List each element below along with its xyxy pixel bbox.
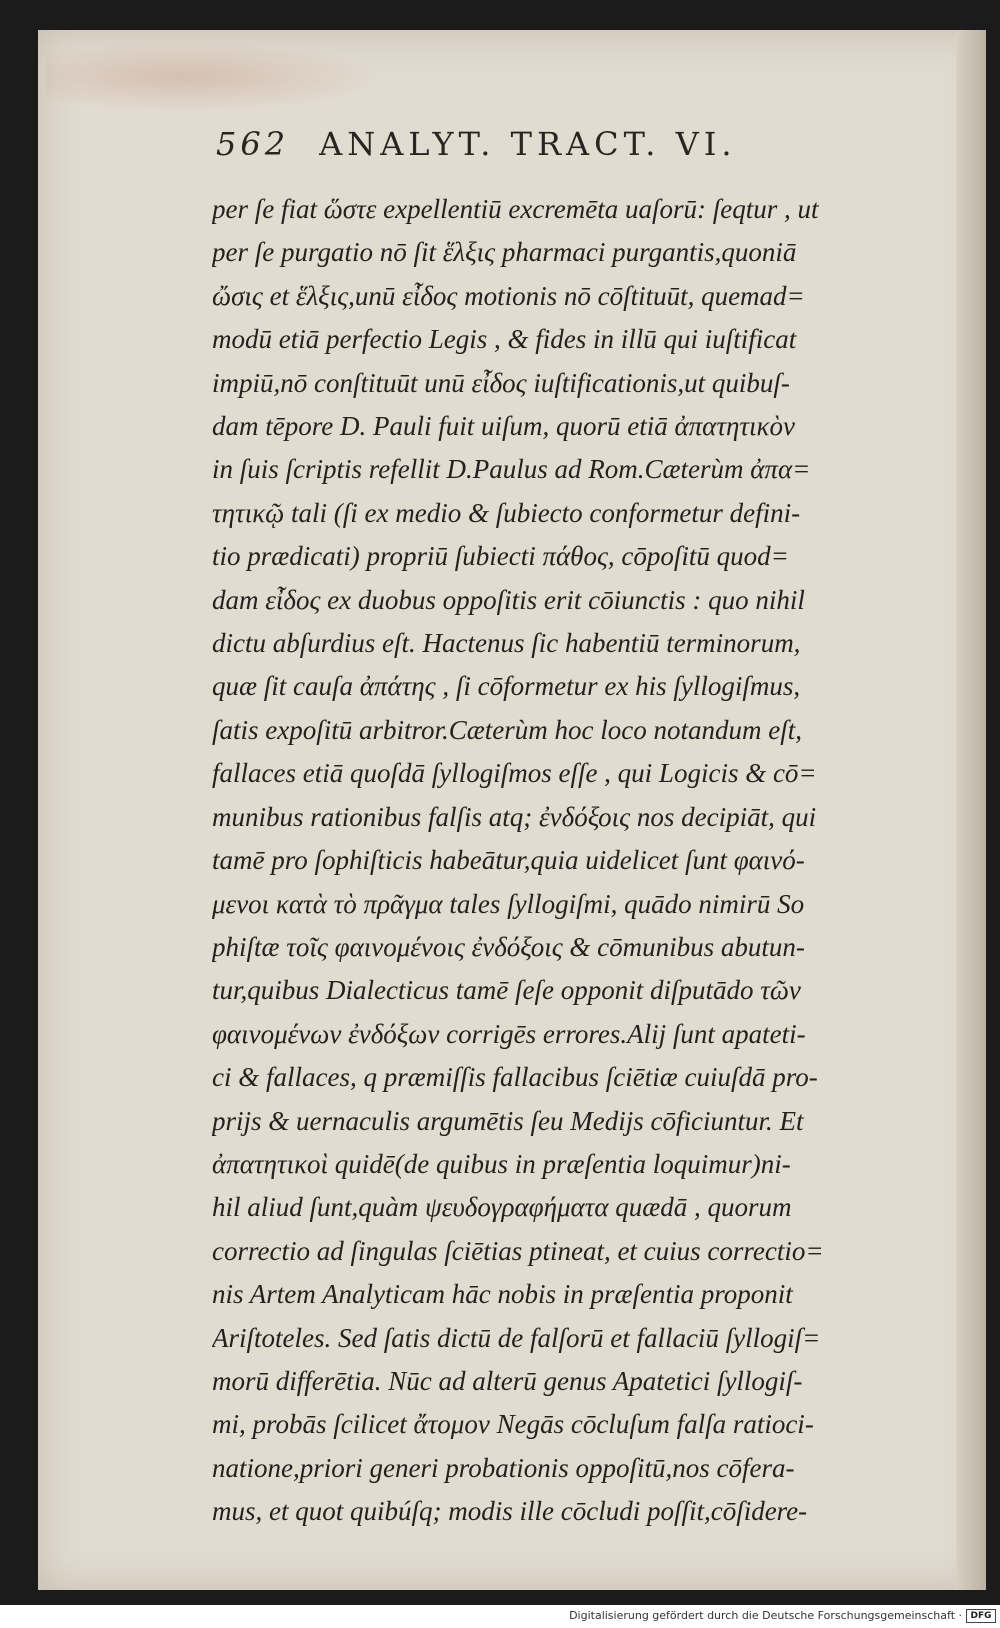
text-line: nis Artem Analyticam hāc nobis in præſentia proponit	[212, 1279, 793, 1310]
text-line: quæ ſit cauſa ἀπάτης , ſi cōformetur ex his ſyllogiſmus,	[212, 671, 801, 702]
text-line: tur,quibus Dialecticus tamē ſeſe opponit diſputādo τῶν	[212, 975, 801, 1006]
text-line: per ſe purgatio nō ſit ἕλξις pharmaci purgantis,quoniā	[212, 237, 797, 268]
text-line: dam εἶδος ex duobus oppoſitis erit cōiunctis : quo nihil	[212, 584, 805, 615]
footer-bar	[0, 1605, 1000, 1628]
text-line: fallaces etiā quoſdā ſyllogiſmos eſſe , qui Logicis & cō=	[212, 758, 817, 789]
text-line: dictu abſurdius eſt. Hactenus ſic habentiū terminorum,	[212, 628, 801, 659]
text-line: φαινομένων ἐνδόξων corrigēs errores.Alij ſunt apateti-	[212, 1018, 806, 1049]
text-line: ci & fallaces, q præmiſſis fallacibus ſciētiæ cuiuſdā pro-	[212, 1062, 818, 1093]
running-head	[216, 125, 916, 185]
running-head-title: ANALYT. TRACT. VI.	[319, 125, 737, 163]
text-line: dam tēpore D. Pauli fuit uiſum, quorū etiā ἀπατητικὸν	[212, 411, 796, 442]
dfg-logo: DFG	[966, 1609, 996, 1623]
text-line: per ſe fiat ὥστε expellentiū excremēta uaſorū: ſeqtur , ut	[212, 194, 819, 224]
text-line: Ariſtoteles. Sed ſatis dictū de falſorū et fallaciū ſyllogiſ=	[212, 1322, 821, 1353]
text-line: impiū,nō conſtituūt unū εἶδος iuſtificationis,ut quibuſ-	[212, 367, 790, 398]
text-line: ὤσις et ἕλξις,unū εἶδος motionis nō cōſtituūt, quemad=	[212, 280, 805, 311]
footer-credit: Digitalisierung gefördert durch die Deutsche Forschungsgemeinschaft ·	[569, 1609, 962, 1622]
text-line: mus, et quot quibúſq; modis ille cōcludi poſſit,cōſidere-	[212, 1496, 808, 1527]
text-line: phiſtæ τοῖς φαινομένοις ἐνδόξοις & cōmunibus abutun-	[212, 931, 805, 962]
text-line: τητικῷ tali (ſi ex medio & ſubiecto conformetur defini-	[212, 497, 801, 528]
text-line: ἀπατητικοὶ quidē(de quibus in præſentia loquimur)ni-	[212, 1148, 791, 1179]
text-line: natione,priori generi probationis oppoſitū,nos cōfera-	[212, 1452, 795, 1483]
text-line: hil aliud ſunt,quàm ψευδογραφήματα quædā , quorum	[212, 1192, 792, 1223]
text-line: in ſuis ſcriptis refellit D.Paulus ad Rom.Cæterùm ἀπα=	[212, 454, 811, 485]
text-line: correctio ad ſingulas ſciētias ptineat, et cuius correctio=	[212, 1235, 824, 1266]
page-number: 562	[216, 125, 290, 163]
text-line: modū etiā perfectio Legis , & fides in illū qui iuſtificat	[212, 324, 797, 355]
text-line: morū differētia. Nūc ad alterū genus Apatetici ſyllogiſ-	[212, 1365, 803, 1396]
text-line: mi, probās ſcilicet ἄτομον Negās cōcluſum falſa ratioci-	[212, 1409, 814, 1440]
text-line: munibus rationibus falſis atq; ἐνδόξοις nos decipiāt, qui	[212, 801, 817, 832]
text-block	[212, 188, 934, 1534]
text-line: prijs & uernaculis argumētis ſeu Medijs cōficiuntur. Et	[212, 1105, 804, 1136]
page-gutter	[956, 30, 986, 1590]
text-line: ſatis expoſitū arbitror.Cæterùm hoc loco notandum eſt,	[212, 714, 802, 745]
text-line: μενοι κατὰ τὸ πρᾶγμα tales ſyllogiſmi, quādo nimirū So	[212, 888, 805, 919]
text-line: tamē pro ſophiſticis habeātur,quia uidelicet ſunt φαινό-	[212, 845, 805, 876]
text-line: tio prædicati) propriū ſubiecti πάθος, cōpoſitū quod=	[212, 541, 789, 572]
